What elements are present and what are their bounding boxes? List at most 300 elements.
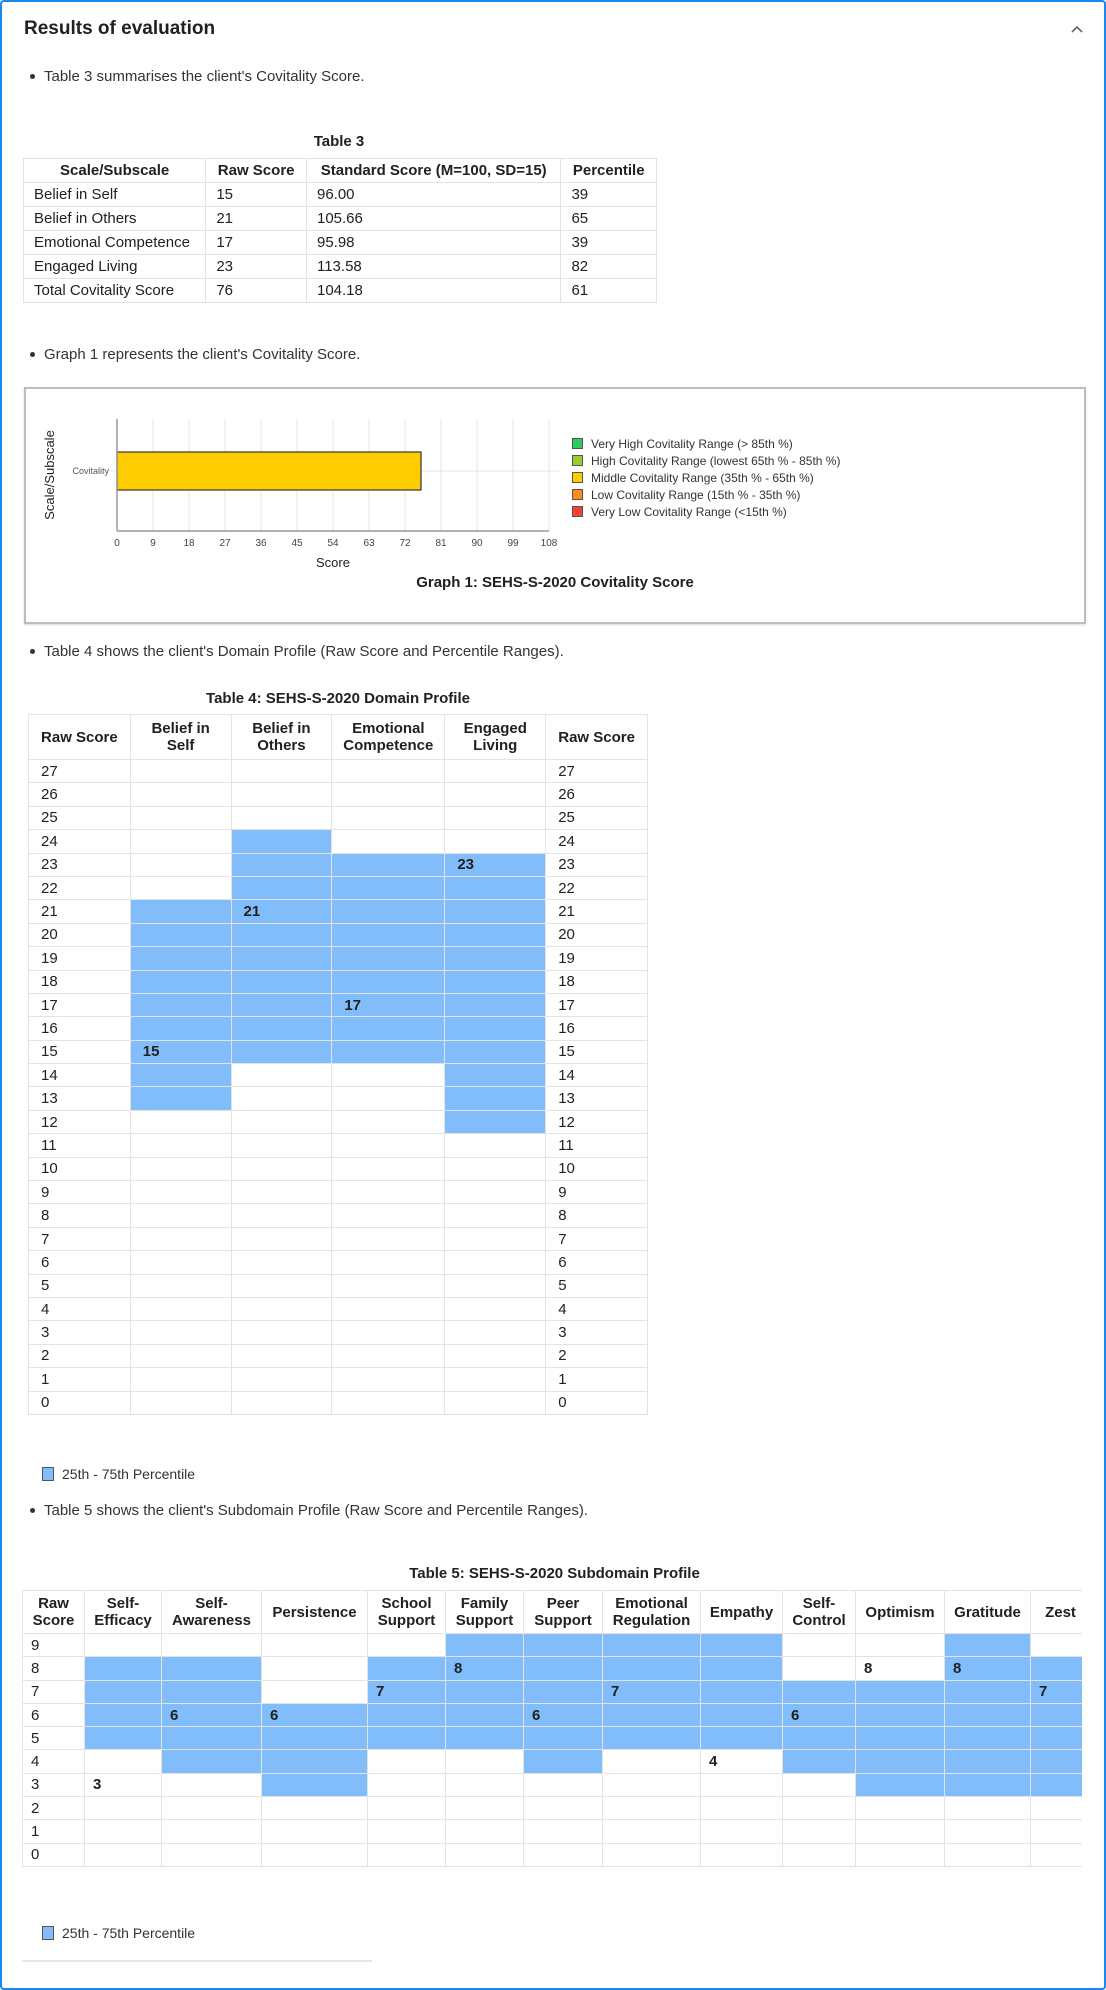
bullet-text: Table 5 shows the client's Subdomain Profile (Raw Score and Percentile Ranges).: [44, 1502, 588, 1519]
subdomain-cell: [945, 1680, 1031, 1703]
domain-cell: [130, 947, 231, 970]
subdomain-cell: [162, 1820, 262, 1843]
domain-cell: [231, 1110, 332, 1133]
table-row: [29, 947, 648, 970]
table3-cell: 17: [206, 231, 307, 255]
raw-score-cell: 1: [546, 1368, 648, 1391]
table-row: [29, 1368, 648, 1391]
table-row: [29, 1134, 648, 1157]
table3-cell: 61: [561, 279, 657, 303]
table4-header-cell: Emotional Competence: [332, 715, 445, 760]
subdomain-cell: [701, 1680, 783, 1703]
subdomain-cell: [856, 1634, 945, 1657]
legend-label: Low Covitality Range (15th % - 35th %): [591, 487, 801, 502]
table3-cell: 95.98: [306, 231, 560, 255]
table3-cell: 76: [206, 279, 307, 303]
raw-score-cell: 10: [29, 1157, 131, 1180]
table-row: [29, 760, 648, 783]
subdomain-cell: [1031, 1657, 1083, 1680]
bullet-table5: [30, 1502, 588, 1519]
subdomain-cell: 6: [524, 1703, 603, 1726]
x-tick-label: 0: [114, 538, 120, 549]
subdomain-cell: [701, 1634, 783, 1657]
table-row: [24, 207, 657, 231]
y-axis-label: Scale/Subscale: [42, 430, 57, 520]
table-row: [29, 1391, 648, 1414]
subdomain-cell: [85, 1680, 162, 1703]
domain-cell: [445, 970, 546, 993]
subdomain-cell: [262, 1727, 368, 1750]
domain-cell: [130, 1204, 231, 1227]
subdomain-cell: [524, 1773, 603, 1796]
subdomain-cell: [85, 1703, 162, 1726]
subdomain-cell: [783, 1750, 856, 1773]
domain-cell: [445, 1227, 546, 1250]
subdomain-cell: [783, 1634, 856, 1657]
x-tick-label: 90: [471, 538, 483, 549]
subdomain-cell: [945, 1634, 1031, 1657]
raw-score-cell: 17: [546, 993, 648, 1016]
subdomain-cell: [783, 1727, 856, 1750]
domain-cell: [231, 783, 332, 806]
table4-header-cell: Raw Score: [29, 715, 131, 760]
domain-cell: [231, 1391, 332, 1414]
subdomain-cell: [1031, 1703, 1083, 1726]
percentile-swatch: [42, 1467, 54, 1481]
domain-cell: [130, 1110, 231, 1133]
raw-score-cell: 22: [29, 876, 131, 899]
subdomain-cell: [701, 1657, 783, 1680]
raw-score-cell: 0: [546, 1391, 648, 1414]
subdomain-cell: [945, 1773, 1031, 1796]
domain-cell: [130, 1134, 231, 1157]
table3: [23, 158, 657, 303]
domain-cell: [130, 923, 231, 946]
x-axis-label: Score: [316, 555, 350, 570]
raw-score-cell: 20: [29, 923, 131, 946]
domain-cell: [130, 853, 231, 876]
subdomain-cell: [162, 1773, 262, 1796]
subdomain-cell: [524, 1750, 603, 1773]
subdomain-cell: 6: [262, 1703, 368, 1726]
table5-header-row: [23, 1591, 1083, 1634]
domain-cell: [130, 830, 231, 853]
table-row: [23, 1750, 1083, 1773]
raw-score-cell: 19: [29, 947, 131, 970]
table5-header-cell: Family Support: [446, 1591, 524, 1634]
raw-score-cell: 24: [546, 830, 648, 853]
subdomain-cell: [945, 1727, 1031, 1750]
domain-cell: [130, 1017, 231, 1040]
domain-cell: [130, 1157, 231, 1180]
chevron-up-icon[interactable]: [1070, 22, 1084, 36]
table-row: [29, 970, 648, 993]
raw-score-cell: 11: [546, 1134, 648, 1157]
table5-header-cell: Gratitude: [945, 1591, 1031, 1634]
subdomain-cell: [85, 1634, 162, 1657]
raw-score-cell: 26: [29, 783, 131, 806]
subdomain-cell: [856, 1773, 945, 1796]
subdomain-cell: 7: [603, 1680, 701, 1703]
subdomain-cell: [1031, 1727, 1083, 1750]
subdomain-cell: [262, 1657, 368, 1680]
domain-cell: [231, 970, 332, 993]
raw-score-cell: 18: [546, 970, 648, 993]
domain-cell: [445, 1017, 546, 1040]
domain-cell: [231, 1274, 332, 1297]
raw-score-cell: 9: [546, 1181, 648, 1204]
legend-item: [572, 469, 840, 486]
section-header[interactable]: [24, 14, 1084, 44]
legend-label: High Covitality Range (lowest 65th % - 85th %): [591, 453, 841, 468]
table5-header-cell: Persistence: [262, 1591, 368, 1634]
domain-cell: [445, 1297, 546, 1320]
raw-score-cell: 2: [546, 1344, 648, 1367]
domain-cell: [445, 947, 546, 970]
raw-score-cell: 14: [29, 1064, 131, 1087]
subdomain-cell: [603, 1773, 701, 1796]
table-row: [29, 1251, 648, 1274]
x-tick-label: 18: [183, 538, 195, 549]
domain-cell: [332, 806, 445, 829]
domain-cell: 21: [231, 900, 332, 923]
domain-cell: [445, 993, 546, 1016]
subdomain-cell: [945, 1750, 1031, 1773]
subdomain-cell: [701, 1797, 783, 1820]
table3-cell: 15: [206, 183, 307, 207]
subdomain-cell: [85, 1727, 162, 1750]
subdomain-cell: [945, 1843, 1031, 1866]
domain-cell: [130, 993, 231, 1016]
domain-cell: [332, 947, 445, 970]
subdomain-cell: [783, 1657, 856, 1680]
domain-cell: [130, 806, 231, 829]
subdomain-cell: [701, 1727, 783, 1750]
subdomain-cell: [162, 1680, 262, 1703]
raw-score-cell: 23: [29, 853, 131, 876]
table4-legend: [42, 1466, 195, 1482]
raw-score-cell: 25: [29, 806, 131, 829]
table3-cell: 113.58: [306, 255, 560, 279]
domain-cell: [231, 947, 332, 970]
raw-score-cell: 7: [23, 1680, 85, 1703]
subdomain-cell: 6: [162, 1703, 262, 1726]
domain-cell: [445, 876, 546, 899]
table-row: [29, 1297, 648, 1320]
bullet-table3: [30, 68, 365, 85]
legend-label: Very Low Covitality Range (<15th %): [591, 504, 787, 519]
x-tick-label: 54: [327, 538, 339, 549]
bullet-graph1: [30, 346, 360, 363]
raw-score-cell: 27: [546, 760, 648, 783]
subdomain-cell: [524, 1657, 603, 1680]
raw-score-cell: 6: [29, 1251, 131, 1274]
subdomain-cell: [524, 1727, 603, 1750]
legend-label: Middle Covitality Range (35th % - 65th %): [591, 470, 814, 485]
table3-header-cell: Raw Score: [206, 159, 307, 183]
domain-cell: [231, 1251, 332, 1274]
domain-cell: [445, 1368, 546, 1391]
domain-cell: [332, 1344, 445, 1367]
domain-cell: [231, 1368, 332, 1391]
table-row: [29, 1110, 648, 1133]
subdomain-cell: [262, 1750, 368, 1773]
raw-score-cell: 26: [546, 783, 648, 806]
subdomain-cell: [783, 1680, 856, 1703]
subdomain-cell: [368, 1727, 446, 1750]
table5-header-cell: Emotional Regulation: [603, 1591, 701, 1634]
table5-legend: [42, 1925, 195, 1941]
domain-cell: [445, 1110, 546, 1133]
table-row: [29, 876, 648, 899]
table4-header-cell: Belief in Self: [130, 715, 231, 760]
raw-score-cell: 23: [546, 853, 648, 876]
table-row: [29, 830, 648, 853]
subdomain-cell: [368, 1657, 446, 1680]
raw-score-cell: 9: [23, 1634, 85, 1657]
subdomain-cell: [162, 1634, 262, 1657]
subdomain-cell: [856, 1843, 945, 1866]
table3-cell: 96.00: [306, 183, 560, 207]
domain-cell: [130, 1391, 231, 1414]
raw-score-cell: 17: [29, 993, 131, 1016]
subdomain-cell: 8: [446, 1657, 524, 1680]
domain-cell: [445, 923, 546, 946]
table-row: [24, 183, 657, 207]
domain-cell: [231, 1134, 332, 1157]
domain-cell: [231, 1227, 332, 1250]
subdomain-cell: [85, 1657, 162, 1680]
subdomain-cell: [1031, 1843, 1083, 1866]
legend-swatch: [572, 489, 583, 500]
raw-score-cell: 25: [546, 806, 648, 829]
legend-swatch: [572, 472, 583, 483]
subdomain-cell: [162, 1797, 262, 1820]
raw-score-cell: 12: [546, 1110, 648, 1133]
subdomain-cell: 8: [856, 1657, 945, 1680]
domain-cell: [445, 1391, 546, 1414]
raw-score-cell: 18: [29, 970, 131, 993]
table4-header-cell: Engaged Living: [445, 715, 546, 760]
table-row: [29, 900, 648, 923]
scrollbar-track[interactable]: [22, 1960, 372, 1962]
domain-cell: [130, 1087, 231, 1110]
table-row: [29, 1087, 648, 1110]
domain-cell: [332, 970, 445, 993]
table-row: [29, 1040, 648, 1063]
legend-label: 25th - 75th Percentile: [62, 1925, 196, 1941]
raw-score-cell: 1: [23, 1820, 85, 1843]
domain-cell: [130, 760, 231, 783]
subdomain-cell: [856, 1703, 945, 1726]
domain-cell: [445, 1204, 546, 1227]
subdomain-cell: [603, 1657, 701, 1680]
domain-cell: [130, 1274, 231, 1297]
domain-cell: [332, 1274, 445, 1297]
subdomain-cell: [524, 1843, 603, 1866]
table4-header-row: [29, 715, 648, 760]
subdomain-cell: [368, 1750, 446, 1773]
bullet-table4: [30, 643, 564, 660]
domain-cell: [332, 1040, 445, 1063]
table4-caption: Table 4: SEHS-S-2020 Domain Profile: [206, 690, 470, 707]
table5-header-cell: Zest: [1031, 1591, 1083, 1634]
subdomain-cell: [1031, 1820, 1083, 1843]
table3-cell: 39: [561, 183, 657, 207]
subdomain-cell: [446, 1634, 524, 1657]
domain-cell: [130, 1368, 231, 1391]
domain-cell: [445, 1040, 546, 1063]
domain-cell: [130, 1181, 231, 1204]
subdomain-cell: [446, 1773, 524, 1796]
table-row: [24, 279, 657, 303]
subdomain-cell: [701, 1843, 783, 1866]
table-row: [29, 853, 648, 876]
legend-label: 25th - 75th Percentile: [62, 1466, 196, 1482]
raw-score-cell: 14: [546, 1064, 648, 1087]
table3-cell: Engaged Living: [24, 255, 206, 279]
subdomain-cell: [603, 1820, 701, 1843]
domain-cell: [445, 1251, 546, 1274]
raw-score-cell: 2: [23, 1797, 85, 1820]
domain-cell: [332, 1110, 445, 1133]
domain-cell: [130, 1251, 231, 1274]
domain-cell: [332, 1368, 445, 1391]
domain-cell: [231, 1321, 332, 1344]
domain-cell: [332, 1134, 445, 1157]
x-tick-label: 99: [507, 538, 519, 549]
domain-cell: [130, 970, 231, 993]
table3-cell: Belief in Others: [24, 207, 206, 231]
domain-cell: [231, 1017, 332, 1040]
subdomain-cell: [446, 1750, 524, 1773]
subdomain-cell: [603, 1843, 701, 1866]
subdomain-cell: 7: [368, 1680, 446, 1703]
subdomain-cell: [1031, 1750, 1083, 1773]
table-row: [29, 783, 648, 806]
subdomain-cell: [162, 1657, 262, 1680]
domain-cell: [332, 853, 445, 876]
domain-cell: [130, 1344, 231, 1367]
domain-cell: [130, 900, 231, 923]
subdomain-cell: [856, 1750, 945, 1773]
domain-cell: [231, 1157, 332, 1180]
table-row: [23, 1843, 1083, 1866]
table3-header-cell: Percentile: [561, 159, 657, 183]
domain-cell: [332, 760, 445, 783]
domain-cell: [332, 1251, 445, 1274]
raw-score-cell: 6: [23, 1703, 85, 1726]
raw-score-cell: 9: [29, 1181, 131, 1204]
domain-cell: [445, 1064, 546, 1087]
domain-cell: [332, 1391, 445, 1414]
subdomain-cell: [446, 1820, 524, 1843]
category-label: Covitality: [72, 466, 109, 476]
table-row: [23, 1657, 1083, 1680]
table-row: [29, 1274, 648, 1297]
subdomain-cell: [368, 1703, 446, 1726]
raw-score-cell: 8: [23, 1657, 85, 1680]
subdomain-cell: [85, 1820, 162, 1843]
raw-score-cell: 11: [29, 1134, 131, 1157]
raw-score-cell: 0: [23, 1843, 85, 1866]
table-row: [29, 1017, 648, 1040]
domain-cell: [445, 1087, 546, 1110]
subdomain-cell: [368, 1773, 446, 1796]
domain-cell: [231, 1040, 332, 1063]
x-tick-label: 36: [255, 538, 267, 549]
bullet-dot: [30, 352, 35, 357]
domain-cell: [332, 1017, 445, 1040]
percentile-swatch: [42, 1926, 54, 1940]
domain-cell: [332, 783, 445, 806]
table-row: [29, 1064, 648, 1087]
table3-header-cell: Standard Score (M=100, SD=15): [306, 159, 560, 183]
table-row: [29, 1344, 648, 1367]
subdomain-cell: [262, 1634, 368, 1657]
table5-header-cell: Optimism: [856, 1591, 945, 1634]
bullet-text: Table 4 shows the client's Domain Profile (Raw Score and Percentile Ranges).: [44, 643, 564, 660]
domain-cell: [130, 1321, 231, 1344]
legend-swatch: [572, 455, 583, 466]
raw-score-cell: 19: [546, 947, 648, 970]
subdomain-cell: [262, 1797, 368, 1820]
table4-header-cell: Belief in Others: [231, 715, 332, 760]
subdomain-cell: [945, 1820, 1031, 1843]
domain-cell: [231, 1181, 332, 1204]
subdomain-cell: 6: [783, 1703, 856, 1726]
table-row: [23, 1634, 1083, 1657]
raw-score-cell: 24: [29, 830, 131, 853]
domain-cell: [231, 806, 332, 829]
domain-cell: [445, 830, 546, 853]
domain-cell: [445, 1344, 546, 1367]
graph1-title: Graph 1: SEHS-S-2020 Covitality Score: [416, 574, 694, 591]
table3-cell: 23: [206, 255, 307, 279]
x-tick-label: 27: [219, 538, 231, 549]
x-tick-label: 45: [291, 538, 303, 549]
raw-score-cell: 7: [546, 1227, 648, 1250]
subdomain-cell: [85, 1797, 162, 1820]
domain-cell: [332, 876, 445, 899]
domain-cell: [332, 900, 445, 923]
raw-score-cell: 3: [29, 1321, 131, 1344]
subdomain-cell: [262, 1680, 368, 1703]
subdomain-cell: [603, 1727, 701, 1750]
domain-cell: [231, 1087, 332, 1110]
raw-score-cell: 4: [23, 1750, 85, 1773]
subdomain-cell: [368, 1634, 446, 1657]
table3-cell: 82: [561, 255, 657, 279]
raw-score-cell: 4: [29, 1297, 131, 1320]
raw-score-cell: 15: [29, 1040, 131, 1063]
bullet-dot: [30, 74, 35, 79]
subdomain-cell: [701, 1820, 783, 1843]
raw-score-cell: 10: [546, 1157, 648, 1180]
bullet-dot: [30, 1508, 35, 1513]
domain-cell: [231, 1204, 332, 1227]
subdomain-cell: [162, 1843, 262, 1866]
bullet-text: Table 3 summarises the client's Covitality Score.: [44, 68, 365, 85]
raw-score-cell: 7: [29, 1227, 131, 1250]
subdomain-cell: [1031, 1773, 1083, 1796]
graph1-container: [24, 387, 1086, 624]
raw-score-cell: 5: [23, 1727, 85, 1750]
table3-cell: 39: [561, 231, 657, 255]
subdomain-cell: [368, 1843, 446, 1866]
raw-score-cell: 13: [29, 1087, 131, 1110]
table5-scroll-container[interactable]: [22, 1590, 1082, 1875]
